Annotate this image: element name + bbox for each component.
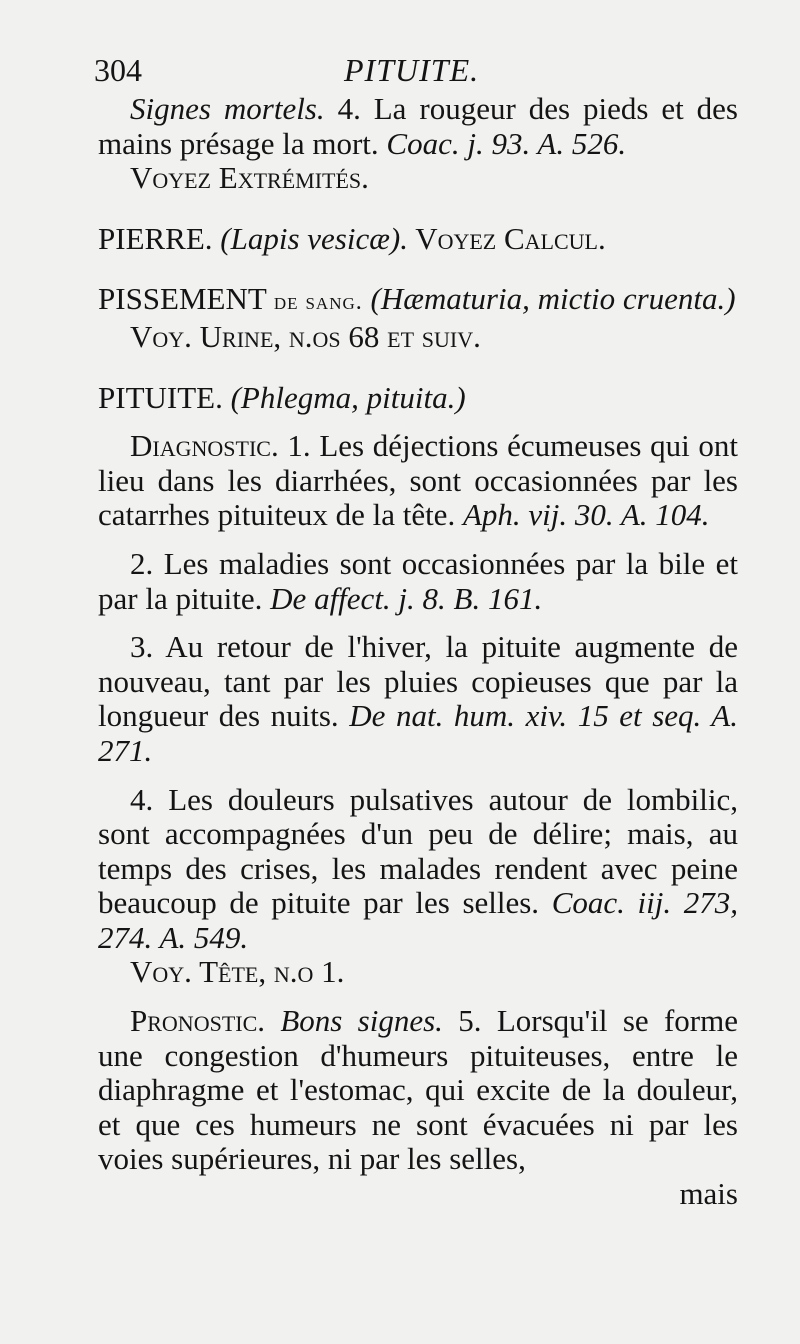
head-pissement: PISSEMENT (98, 281, 267, 317)
page-body (98, 92, 738, 1212)
ref-coac-273: Coac. iij. 273, 274. A. 549. (98, 885, 738, 955)
running-header (94, 52, 734, 92)
ref-de-nat-hum: De nat. hum. xiv. 15 et seq. A. 271. (98, 698, 738, 768)
latin-pituite: (Phlegma, pituita.) (222, 379, 466, 415)
text-diagnostic-4: 4. Les douleurs pulsatives autour de lombilic, sont accompagnées d'un peu de délire; mais, au temps des crises, les malades rendent avec peine beaucoup de pituite par les selles. (98, 781, 738, 921)
text-diagnostic-2: 2. Les maladies sont occasionnées par la bile et par la pituite. (98, 545, 738, 616)
latin-pierre: (Lapis vesicæ). (220, 220, 408, 256)
entry-pissement (98, 282, 738, 320)
text-diagnostic-1: 1. Les déjections écumeuses qui ont lieu dans les diarrhées, sont occasionnées par les catarrhes pituiteux de la tête. (98, 428, 738, 533)
ref-aph-vij: Aph. vij. 30. A. 104. (462, 497, 710, 533)
ref-de-affect: De affect. j. 8. B. 161. (270, 580, 543, 616)
diagnostic-4 (98, 783, 738, 956)
see-tete: Voy. Tête, n.o 1. (130, 954, 345, 990)
label-signes-mortels: Signes mortels. (130, 91, 325, 126)
latin-pissement: (Hæmaturia, mictio cruenta.) (362, 281, 736, 317)
text-diagnostic-3: 3. Au retour de l'hiver, la pituite augmente de nouveau, tant par les pluies copieuses que par la longueur des nuits. (98, 629, 738, 734)
see-also-extremites: Voyez Extrémités. (130, 160, 369, 196)
text-signes-mortels: 4. La rougeur des pieds et des mains présage la mort. (98, 91, 738, 161)
entry-pituite (98, 381, 738, 416)
text-pronostic-5: 5. Lorsqu'il se forme une congestion d'humeurs pituiteuses, entre le diaphragme et l'estomac, qui excite de la douleur, et que ces humeurs ne sont évacuées ni par les voies supérieures, ni par les selles, (98, 1003, 738, 1177)
entry-signes-mortels (98, 92, 738, 161)
catchword: mais (679, 1176, 738, 1212)
pronostic-5 (98, 1004, 738, 1177)
see-calcul: Voyez Calcul. (408, 220, 606, 256)
diagnostic-2 (98, 547, 738, 616)
label-pronostic: Pronostic. (130, 1003, 266, 1039)
label-diagnostic: Diagnostic. (130, 428, 279, 464)
ref-coac-93: Coac. j. 93. A. 526. (386, 125, 627, 161)
page-number: 304 (94, 52, 142, 88)
entry-pierre (98, 222, 738, 257)
see-urine: Voy. Urine, n.os 68 et suiv. (130, 318, 481, 354)
head-pierre: PIERRE. (98, 220, 213, 256)
running-title: PITUITE. (344, 52, 480, 88)
diagnostic-3 (98, 630, 738, 768)
head-pissement-small: de sang. (266, 289, 363, 316)
diagnostic-1 (98, 429, 738, 533)
sublabel-bons-signes: Bons signes. (265, 1003, 443, 1039)
head-pituite: PITUITE. (98, 379, 223, 415)
